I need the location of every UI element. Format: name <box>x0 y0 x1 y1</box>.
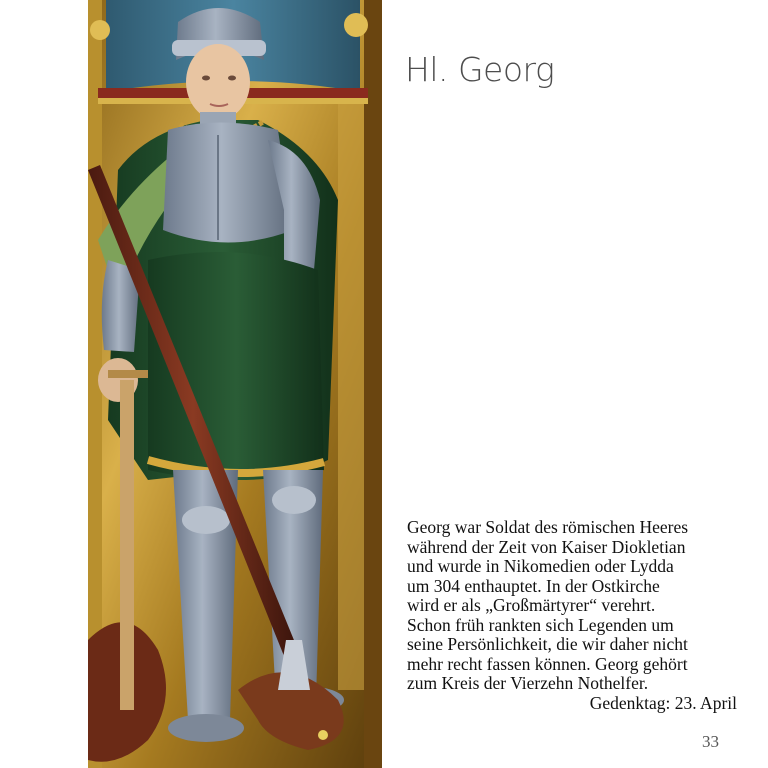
saint-description <box>407 518 747 713</box>
text-line: wird er als „Großmärtyrer“ verehrt. <box>407 595 656 615</box>
text-line: und wurde in Nikomedien oder Lydda <box>407 556 674 576</box>
text-line: während der Zeit von Kaiser Diokletian <box>407 536 686 557</box>
text-line: seine Persönlichkeit, die wir daher nicht <box>407 634 688 654</box>
page-title: Hl. Georg <box>405 50 555 89</box>
text-line: Schon früh rankten sich Legenden um <box>407 614 674 635</box>
page-number: 33 <box>702 732 719 751</box>
text-line: Georg war Soldat des römischen Heeres <box>407 517 689 537</box>
text-line: um 304 enthauptet. In der Ostkirche <box>407 575 660 596</box>
saint-george-statue-photo <box>88 0 382 768</box>
text-line: mehr recht fassen können. Georg gehört <box>407 653 688 674</box>
feast-day: Gedenktag: 23. April <box>589 692 737 713</box>
text-line: zum Kreis der Vierzehn Nothelfer. <box>407 673 649 693</box>
